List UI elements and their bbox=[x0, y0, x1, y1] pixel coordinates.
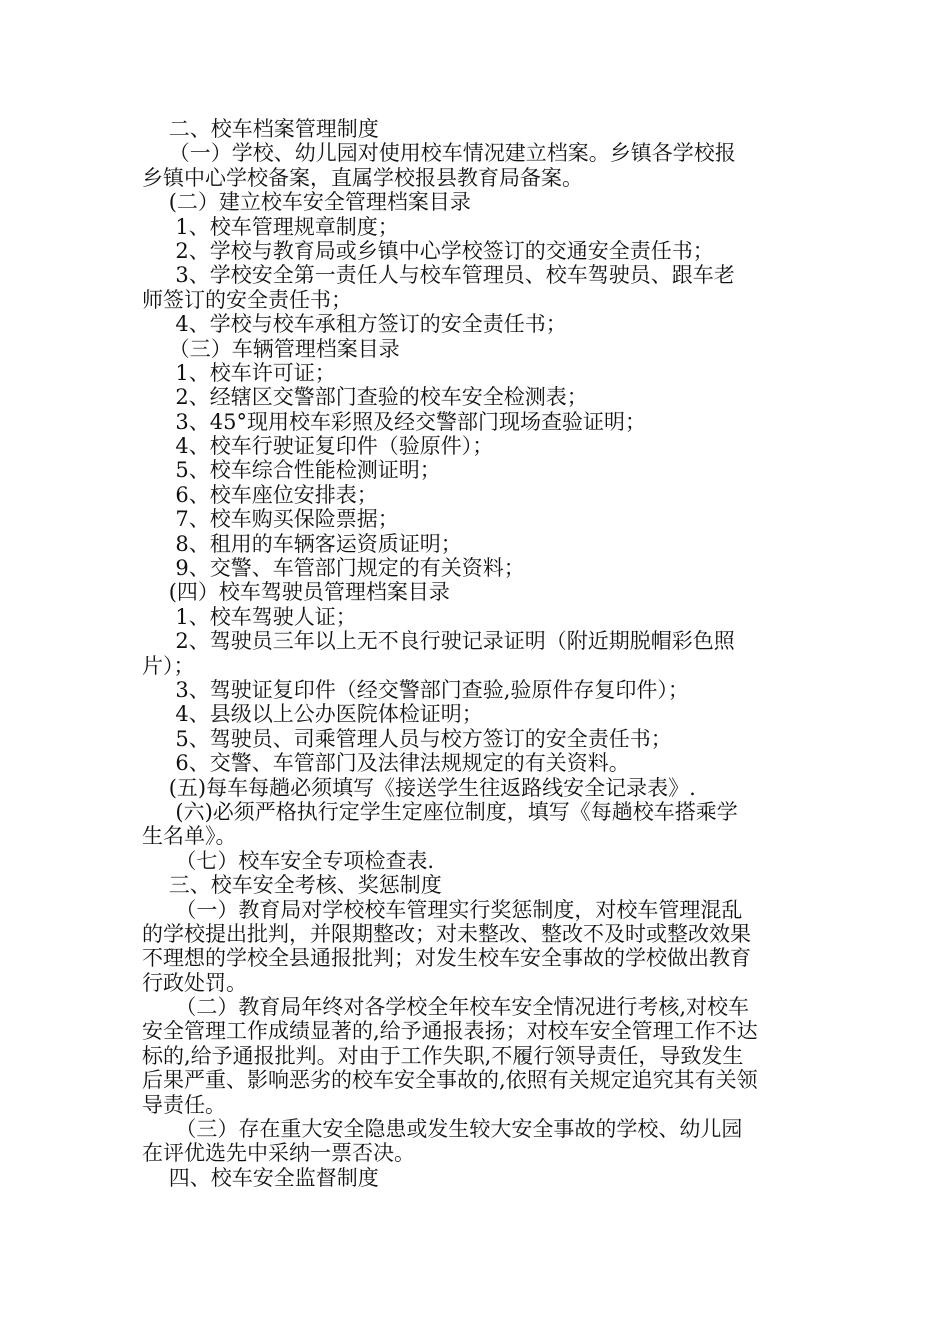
list-item: 2、驾驶员三年以上无不良行驶记录证明（附近期脱帽彩色照 bbox=[142, 629, 735, 654]
paragraph-line: 后果严重、影响恶劣的校车安全事故的,依照有关规定追究其有关领 bbox=[142, 1068, 758, 1093]
list-item: 5、校车综合性能检测证明； bbox=[142, 458, 441, 483]
list-item: 2、经辖区交警部门查验的校车安全检测表； bbox=[142, 385, 588, 410]
paragraph-line: 标的,给予通报批判。对由于工作失职,不履行领导责任，导致发生 bbox=[142, 1043, 744, 1068]
list-item: 9、交警、车管部门规定的有关资料； bbox=[142, 556, 525, 581]
list-item: 片）； bbox=[142, 653, 195, 678]
paragraph-line: 行政处罚。 bbox=[142, 970, 247, 995]
paragraph-line: 不理想的学校全县通报批判；对发生校车安全事故的学校做出教育 bbox=[142, 946, 751, 971]
subheading-driver-archive-catalog: (四）校车驾驶员管理档案目录 bbox=[142, 580, 450, 605]
list-item: 3、45°现用校车彩照及经交警部门现场查验证明； bbox=[142, 409, 646, 434]
paragraph-line: 导责任。 bbox=[142, 1092, 226, 1117]
paragraph-line: （三）存在重大安全隐患或发生较大安全事故的学校、幼儿园 bbox=[142, 1117, 743, 1142]
list-item: 4、校车行驶证复印件（验原件）； bbox=[142, 434, 494, 459]
list-item: 6、校车座位安排表； bbox=[142, 482, 378, 507]
list-item: 3、学校安全第一责任人与校车管理员、校车驾驶员、跟车老 bbox=[142, 263, 735, 288]
list-item: 5、驾驶员、司乘管理人员与校方签订的安全责任书； bbox=[142, 726, 672, 751]
paragraph-line: 乡镇中心学校备案，直属学校报县教育局备案。 bbox=[142, 165, 583, 190]
list-item: 2、学校与教育局或乡镇中心学校签订的交通安全责任书； bbox=[142, 238, 714, 263]
paragraph-line: 在评优选先中采纳一票否决。 bbox=[142, 1141, 415, 1166]
list-item: 6、交警、车管部门及法律法规规定的有关资料。 bbox=[142, 751, 630, 776]
document-body bbox=[142, 117, 818, 1190]
heading-assessment-reward-penalty: 三、校车安全考核、奖惩制度 bbox=[142, 873, 442, 898]
list-item: 4、学校与校车承租方签订的安全责任书； bbox=[142, 312, 567, 337]
heading-school-bus-archive-management: 二、校车档案管理制度 bbox=[142, 117, 379, 141]
list-item: 1、校车许可证； bbox=[142, 360, 336, 385]
paragraph-line: 安全管理工作成绩显著的,给予通报表扬；对校车安全管理工作不达 bbox=[142, 1019, 758, 1044]
list-item: 4、县级以上公办医院体检证明； bbox=[142, 702, 483, 727]
subheading-safety-archive-catalog: (二）建立校车安全管理档案目录 bbox=[142, 190, 471, 215]
paragraph-line: （七）校车安全专项检查表. bbox=[142, 848, 435, 873]
list-item: 1、校车管理规章制度； bbox=[142, 214, 399, 239]
paragraph-line: (五)每车每趟必须填写《接送学生往返路线安全记录表》. bbox=[142, 775, 696, 800]
paragraph-line: （二）教育局年终对各学校全年校车安全情况进行考核,对校车 bbox=[142, 995, 750, 1020]
paragraph-line: 的学校提出批判，并限期整改；对未整改、整改不及时或整改效果 bbox=[142, 921, 751, 946]
list-item: 1、校车驾驶人证； bbox=[142, 604, 357, 629]
list-item: 8、租用的车辆客运资质证明； bbox=[142, 531, 462, 556]
list-item: 7、校车购买保险票据； bbox=[142, 507, 399, 532]
list-item: 师签订的安全责任书； bbox=[142, 287, 352, 312]
paragraph-line: 生名单》。 bbox=[142, 824, 237, 849]
subheading-vehicle-archive-catalog: （三）车辆管理档案目录 bbox=[142, 336, 400, 361]
heading-safety-supervision: 四、校车安全监督制度 bbox=[142, 1165, 379, 1190]
paragraph-line: (六)必须严格执行定学生定座位制度，填写《每趟校车搭乘学 bbox=[142, 799, 738, 824]
list-item: 3、驾驶证复印件（经交警部门查验,验原件存复印件）； bbox=[142, 677, 689, 702]
paragraph-line: （一）教育局对学校校车管理实行奖惩制度，对校车管理混乱 bbox=[142, 897, 743, 922]
paragraph-line: （一）学校、幼儿园对使用校车情况建立档案。乡镇各学校报 bbox=[142, 141, 736, 166]
